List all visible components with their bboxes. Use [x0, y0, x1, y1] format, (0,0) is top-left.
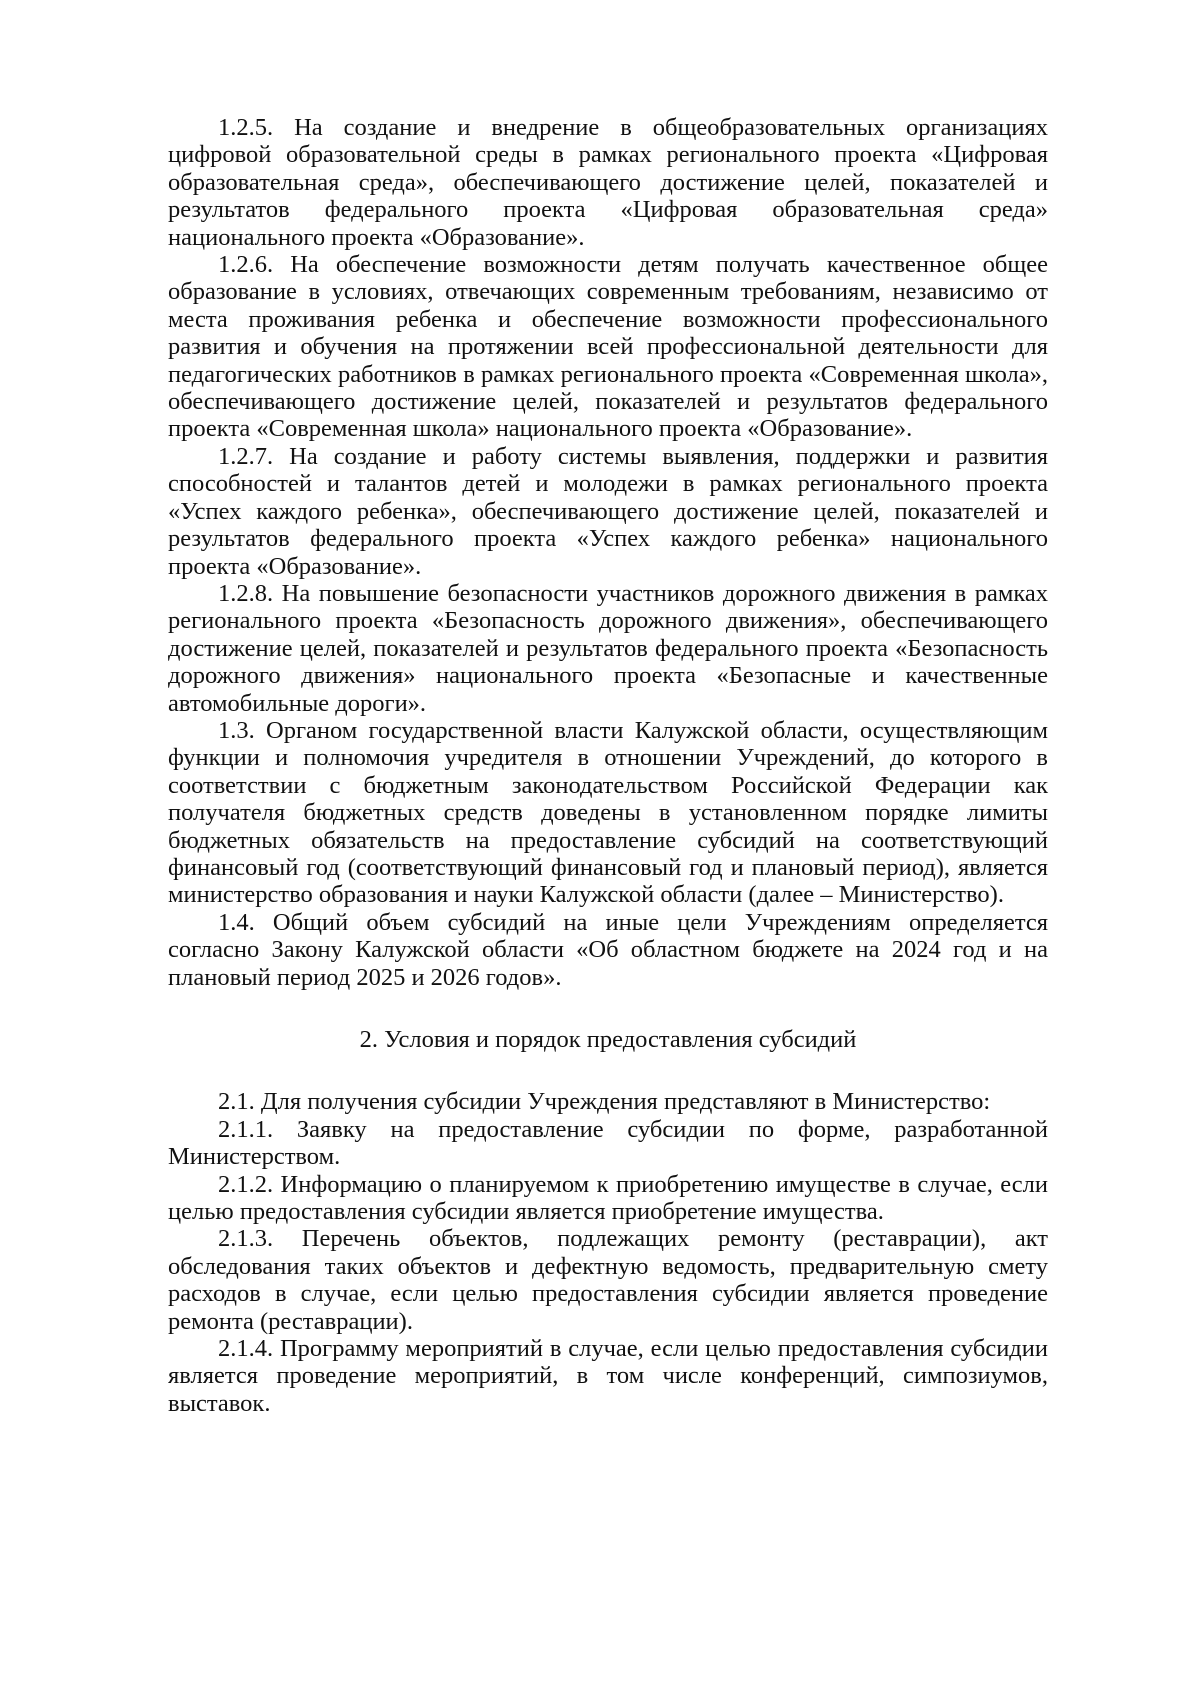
paragraph-1-4: 1.4. Общий объем субсидий на иные цели Учреждениям определяется согласно Закону Калужской области «Об областном бюджете на 2024 год и на плановый период 2025 и 2026 годов».	[168, 908, 1048, 991]
paragraph-1-2-8: 1.2.8. На повышение безопасности участников дорожного движения в рамках регионального проекта «Безопасность дорожного движения», обеспечивающего достижение целей, показателей и результатов федерального проекта «Безопасность дорожного движения» национального проекта «Безопасные и качественные автомобильные дороги».	[168, 579, 1048, 717]
paragraph-2-1-1: 2.1.1. Заявку на предоставление субсидии по форме, разработанной Министерством.	[168, 1115, 1048, 1171]
paragraph-2-1-2: 2.1.2. Информацию о планируемом к приобретению имуществе в случае, если целью предоставления субсидии является приобретение имущества.	[168, 1170, 1048, 1226]
document-page	[168, 114, 1048, 1417]
paragraph-1-2-7: 1.2.7. На создание и работу системы выявления, поддержки и развития способностей и талантов детей и молодежи в рамках регионального проекта «Успех каждого ребенка», обеспечивающего достижение целей, показателей и результатов федерального проекта «Успех каждого ребенка» национального проекта «Образование».	[168, 442, 1048, 580]
paragraph-1-2-5: 1.2.5. На создание и внедрение в общеобразовательных организациях цифровой образовательной среды в рамках регионального проекта «Цифровая образовательная среда», обеспечивающего достижение целей, показателей и результатов федерального проекта «Цифровая образовательная среда» национального проекта «Образование».	[168, 114, 1048, 251]
paragraph-1-3: 1.3. Органом государственной власти Калужской области, осуществляющим функции и полномочия учредителя в отношении Учреждений, до которого в соответствии с бюджетным законодательством Российской Федерации как получателя бюджетных средств доведены в установленном порядке лимиты бюджетных обязательств на предоставление субсидий на соответствующий финансовый год (соответствующий финансовый год и плановый период), является министерство образования и науки Калужской области (далее – Министерство).	[168, 716, 1048, 909]
section-heading: 2. Условия и порядок предоставления субсидий	[359, 1026, 857, 1053]
paragraph-2-1: 2.1. Для получения субсидии Учреждения представляют в Министерство:	[218, 1088, 991, 1116]
paragraph-1-2-6: 1.2.6. На обеспечение возможности детям получать качественное общее образование в условиях, отвечающих современным требованиям, независимо от места проживания ребенка и обеспечение возможности профессионального развития и обучения на протяжении всей профессиональной деятельности для педагогических работников в рамках регионального проекта «Современная школа», обеспечивающего достижение целей, показателей и результатов федерального проекта «Современная школа» национального проекта «Образование».	[168, 251, 1048, 443]
paragraph-2-1-3: 2.1.3. Перечень объектов, подлежащих ремонту (реставрации), акт обследования таких объектов и дефектную ведомость, предварительную смету расходов в случае, если целью предоставления субсидии является проведение ремонта (реставрации).	[168, 1225, 1048, 1335]
paragraph-2-1-4: 2.1.4. Программу мероприятий в случае, если целью предоставления субсидии является проведение мероприятий, в том числе конференций, симпозиумов, выставок.	[168, 1335, 1048, 1417]
